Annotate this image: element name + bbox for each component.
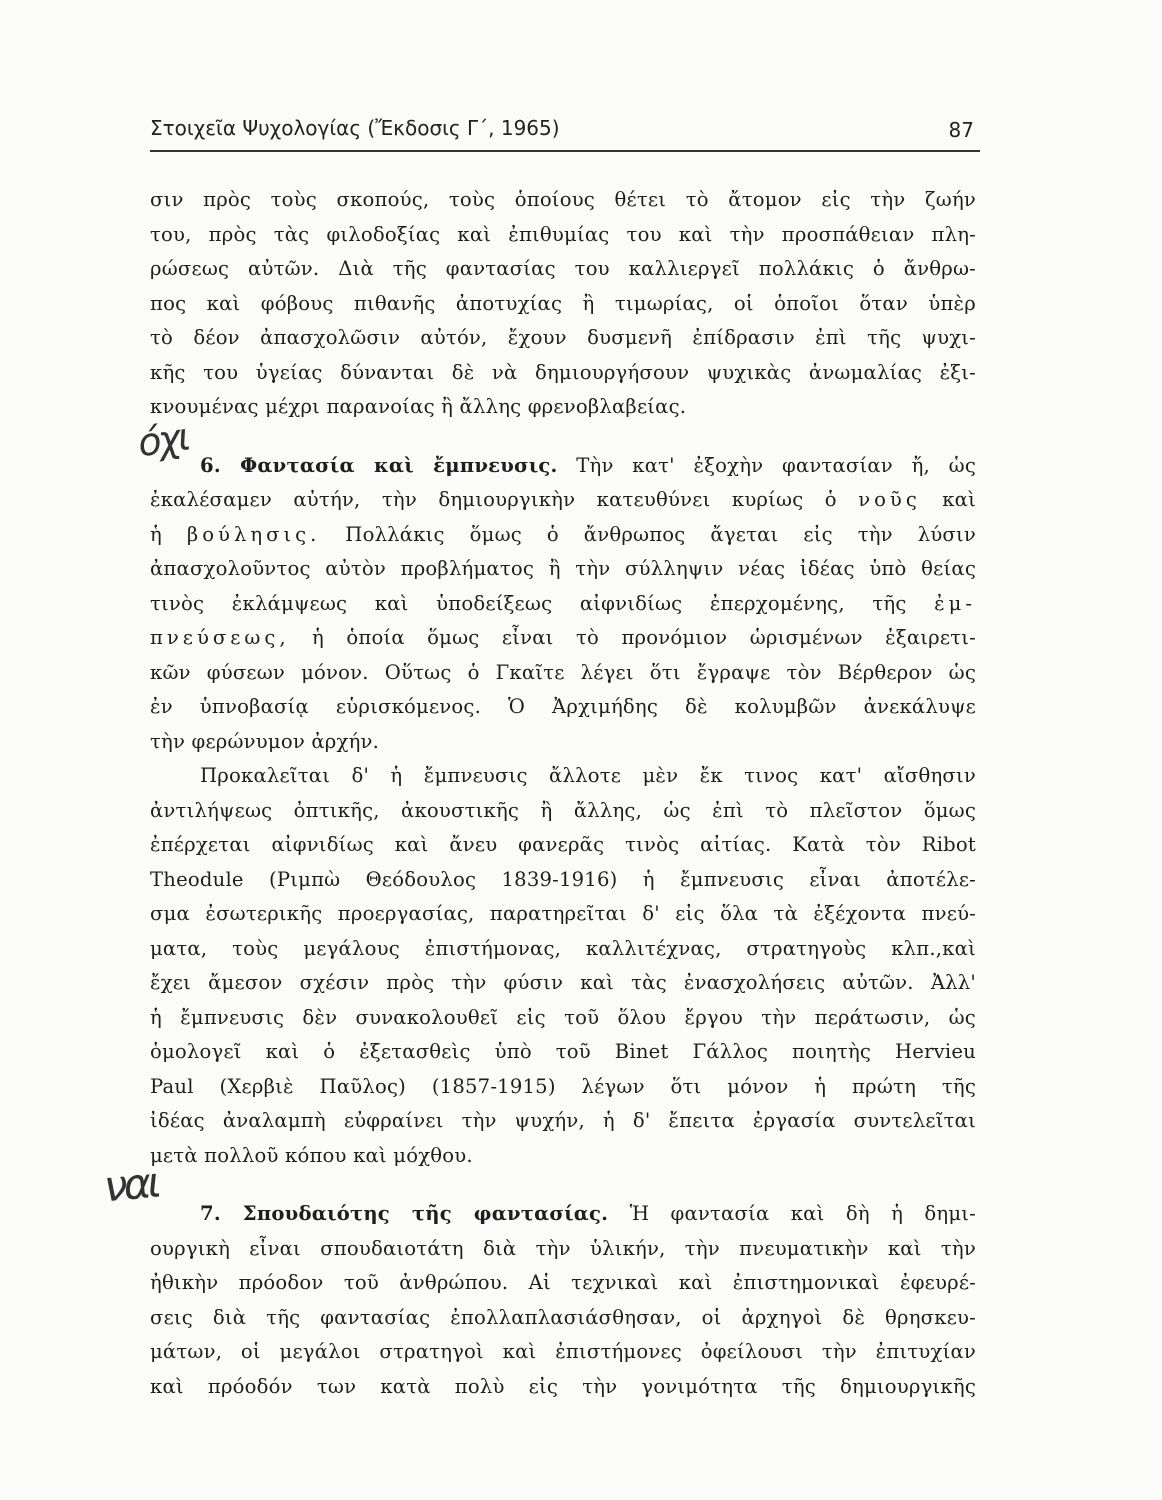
text-line: μετὰ πολλοῦ κόπου καὶ μόχθου. xyxy=(150,1143,473,1167)
text-line: Προκαλεῖται δ' ἡ ἔμπνευσις ἄλλοτε μὲν ἔκ τινος κατ' αἴσθησιν xyxy=(200,764,976,787)
text-line: ρώσεως αὐτῶν. Διὰ τῆς φαντασίας του καλλιεργεῖ πολλάκις ὁ ἄνθρω- xyxy=(150,257,976,280)
text-line: σεις διὰ τῆς φαντασίας ἐπολλαπλασιάσθησαν, οἱ ἀρχηγοὶ δὲ θρησκευ- xyxy=(150,1305,976,1329)
running-header xyxy=(150,112,980,152)
text-line xyxy=(150,1197,976,1232)
section-heading: 7. Σπουδαιότης τῆς φαντασίας. xyxy=(200,1202,609,1225)
text-line: του, πρὸς τὰς φιλοδοξίας καὶ ἐπιθυμίας του καὶ τὴν προσπάθειαν πλη- xyxy=(150,222,976,246)
header-title: Στοιχεῖα Ψυχολογίας (Ἔκδοσις Γ΄, 1965) xyxy=(150,116,560,140)
text-line: κῆς του ὑγείας δύνανται δὲ νὰ δημιουργήσουν ψυχικὰς ἀνωμαλίας ἐξι- xyxy=(150,360,976,384)
text-line: μάτων, οἱ μεγάλοι στρατηγοὶ καὶ ἐπιστήμονες ὀφείλουσι τὴν ἐπιτυχίαν xyxy=(150,1340,976,1363)
text-line xyxy=(150,483,976,518)
text-line: ἐπέρχεται αἰφνιδίως καὶ ἄνευ φανερᾶς τινὸς αἰτίας. Κατὰ τὸν Ribot xyxy=(150,833,976,856)
section-heading: 6. Φαντασία καὶ ἔμπνευσις. xyxy=(200,453,558,477)
text-line: ὁμολογεῖ καὶ ὁ ἐξετασθεὶς ὑπὸ τοῦ Binet Γάλλος ποιητὴς Hervieu xyxy=(150,1040,976,1063)
section-6 xyxy=(150,449,976,760)
spaced-emphasis: πνεύσεως, xyxy=(150,626,290,649)
text-line: τὸ δέον ἀπασχολῶσιν αὐτόν, ἔχουν δυσμενῆ ἐπίδρασιν ἐπὶ τῆς ψυχι- xyxy=(150,326,976,349)
text-line: ἰδέας ἀναλαμπὴ εὐφραίνει τὴν ψυχήν, ἡ δ' ἔπειτα ἐργασία συντελεῖται xyxy=(150,1109,976,1132)
paragraph xyxy=(150,183,976,425)
text-span: Ἡ φαντασία καὶ δὴ ἡ δημι- xyxy=(629,1202,977,1225)
text-line: κνουμένας μέχρι παρανοίας ἢ ἄλλης φρενοβλαβείας. xyxy=(150,395,687,418)
text-line: ἔχει ἄμεσον σχέσιν πρὸς τὴν φύσιν καὶ τὰς ἐνασχολήσεις αὐτῶν. Ἀλλ' xyxy=(150,971,976,994)
text-line: Paul (Χερβιὲ Παῦλος) (1857-1915) λέγων ὅτι μόνον ἡ πρώτη τῆς xyxy=(150,1074,976,1098)
text-span: τινὸς ἐκλάμψεως καὶ ὑποδείξεως αἰφνιδίως ἐπερχομένης, τῆς xyxy=(150,591,907,615)
text-line: ἡ ἔμπνευσις δὲν συνακολουθεῖ εἰς τοῦ ὅλου ἔργου τὴν περάτωσιν, ὡς xyxy=(150,1005,976,1029)
text-line: σμα ἐσωτερικῆς προεργασίας, παρατηρεῖται δ' εἰς ὅλα τὰ ἐξέχοντα πνεύ- xyxy=(150,902,976,925)
text-span: ἡ ὁποία ὅμως εἶναι τὸ προνόμιον ὡρισμένων ἐξαιρετι- xyxy=(312,626,976,649)
text-line xyxy=(150,518,976,553)
text-line: ἀπασχολοῦντος αὐτὸν προβλήματος ἢ τὴν σύλληψιν νέας ἰδέας ὑπὸ θείας xyxy=(150,557,976,580)
text-span: καὶ xyxy=(942,488,976,511)
text-line: τὴν φερώνυμον ἀρχήν. xyxy=(150,729,380,753)
text-line: Theodule (Ριμπὼ Θεόδουλος 1839-1916) ἡ ἔμπνευσις εἶναι ἀποτέλε- xyxy=(150,867,976,891)
text-line: ματα, τοὺς μεγάλους ἐπιστήμονας, καλλιτέχνας, στρατηγοὺς κλπ.,καὶ xyxy=(150,936,976,960)
text-line: ἀντιλήψεως ὀπτικῆς, ἀκουστικῆς ἢ ἄλλης, ὡς ἐπὶ τὸ πλεῖστον ὅμως xyxy=(150,798,976,822)
section-7 xyxy=(150,1197,976,1404)
body-text xyxy=(150,183,976,1404)
page-number: 87 xyxy=(948,118,974,142)
text-line: καὶ πρόοδόν των κατὰ πολὺ εἰς τὴν γονιμότητα τῆς δημιουργικῆς xyxy=(150,1374,976,1398)
text-span: Πολλάκις ὅμως ὁ ἄνθρωπος ἄγεται εἰς τὴν λύσιν xyxy=(345,522,976,546)
text-line xyxy=(150,449,976,484)
text-span: Τὴν κατ' ἐξοχὴν φαντασίαν ἤ, ὡς xyxy=(576,453,977,477)
handwritten-margin-note: ναι xyxy=(101,1157,160,1212)
paragraph xyxy=(150,759,976,1173)
text-line: ἐν ὑπνοβασίᾳ εὑρισκόμενος. Ὁ Ἀρχιμήδης δὲ κολυμβῶν ἀνεκάλυψε xyxy=(150,695,976,718)
text-line: κῶν φύσεων μόνον. Οὕτως ὁ Γκαῖτε λέγει ὅτι ἔγραψε τὸν Βέρθερον ὡς xyxy=(150,660,976,684)
spaced-emphasis: νοῦς xyxy=(858,488,921,511)
text-line: ουργικὴ εἶναι σπουδαιοτάτη διὰ τὴν ὑλικήν, τὴν πνευματικὴν καὶ τὴν xyxy=(150,1236,976,1260)
text-line xyxy=(150,621,976,656)
text-line: σιν πρὸς τοὺς σκοπούς, τοὺς ὁποίους θέτει τὸ ἄτομον εἰς τὴν ζωήν xyxy=(150,188,976,211)
spaced-emphasis: ἐμ- xyxy=(934,591,976,615)
text-line: ἠθικὴν πρόοδον τοῦ ἀνθρώπου. Αἱ τεχνικαὶ καὶ ἐπιστημονικαὶ ἐφευρέ- xyxy=(150,1271,976,1294)
text-line xyxy=(150,587,976,622)
text-line: πος καὶ φόβους πιθανῆς ἀποτυχίας ἢ τιμωρίας, οἱ ὁποῖοι ὅταν ὑπὲρ xyxy=(150,291,976,315)
spaced-emphasis: βούλησις. xyxy=(186,522,321,546)
text-span: ἡ xyxy=(150,522,162,546)
handwritten-margin-note: όχι xyxy=(135,414,191,466)
text-span: ἐκαλέσαμεν αὐτήν, τὴν δημιουργικὴν κατευθύνει κυρίως ὁ xyxy=(150,488,837,511)
